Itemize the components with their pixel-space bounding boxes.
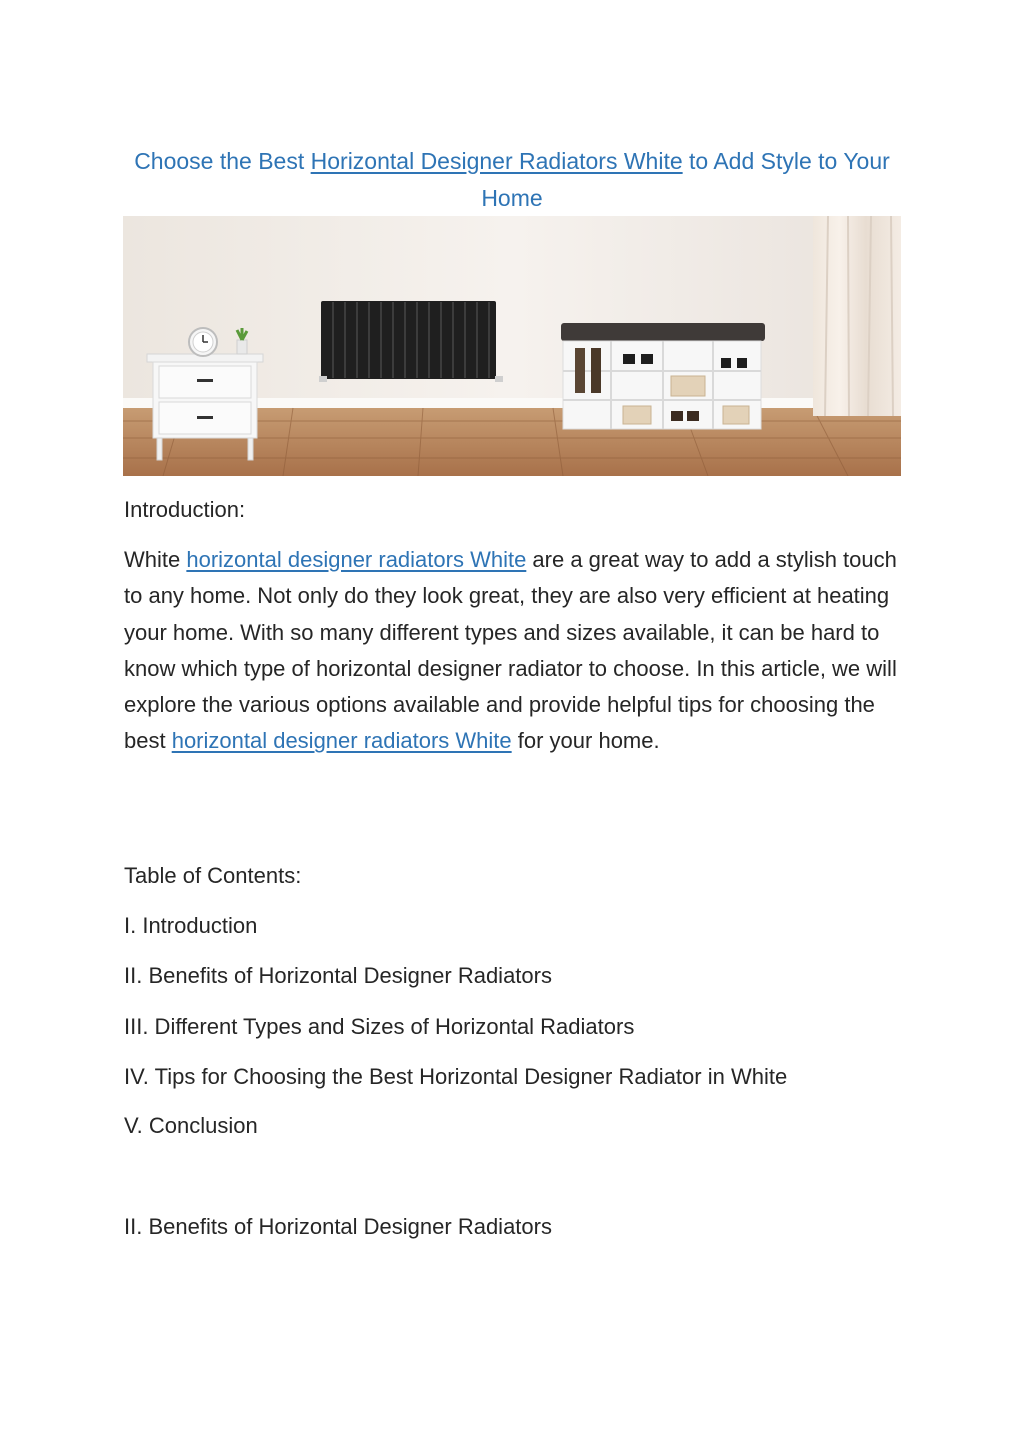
toc-item-1: I. Introduction [124,913,258,938]
intro-heading: Introduction: [124,497,246,522]
shoe-bench [561,323,765,429]
page-title [110,143,914,217]
intro-text-3: for your home. [511,728,660,754]
intro-link-2[interactable]: horizontal designer radiators White [171,728,512,754]
intro-text-2: are a great way to add a stylish touch to any home. Not only do they look great, they are also very efficient at heating your home. With so many different types and sizes available, it can be hard to know which type of horizontal designer radiator to choose. In this article, we will explore the various options available and provide helpful tips for choosing the best [124,547,897,754]
title-prefix: Choose the Best [134,148,311,174]
hero-image [123,216,901,476]
toc-item-5: V. Conclusion [124,1113,258,1138]
title-suffix: to Add Style to Your Home [481,148,890,211]
intro-link-1[interactable]: horizontal designer radiators White [186,547,527,572]
toc-heading: Table of Contents: [124,863,302,888]
toc-item-2: II. Benefits of Horizontal Designer Radiators [124,963,552,988]
title-link[interactable]: Horizontal Designer Radiators White [310,148,683,174]
radiator-room-icon [123,216,901,476]
intro-paragraph [124,542,914,760]
toc-item-3: III. Different Types and Sizes of Horizontal Radiators [124,1014,635,1039]
radiator [319,301,503,382]
intro-text-1: White [124,547,187,572]
section-2-heading: II. Benefits of Horizontal Designer Radiators [124,1214,552,1239]
toc-item-4: IV. Tips for Choosing the Best Horizontal Designer Radiator in White [124,1064,788,1089]
